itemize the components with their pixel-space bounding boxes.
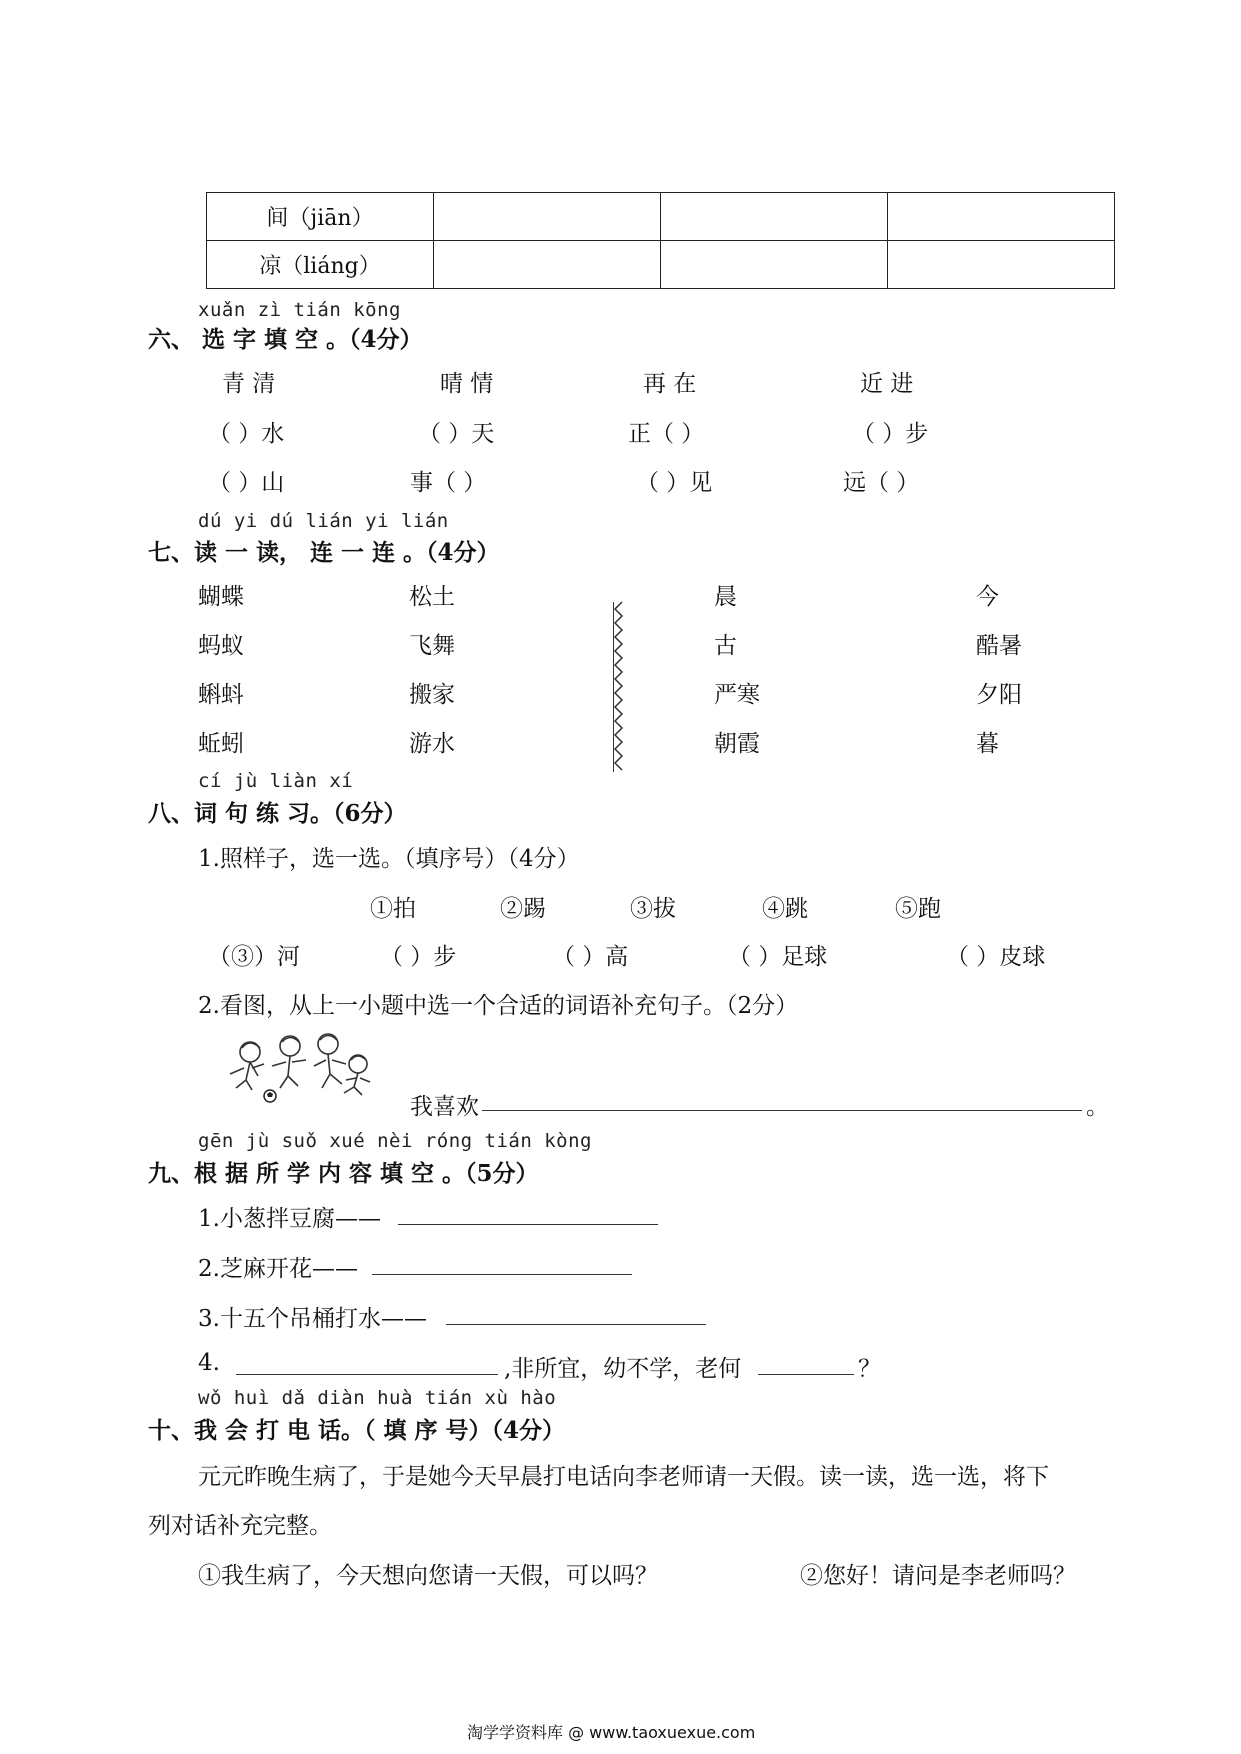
s8-q1: 1.照样子，选一选。（填序号）（4分）	[198, 846, 580, 872]
kids-playing-football-illustration	[222, 1030, 377, 1105]
s8-blank[interactable]: （ ）高	[552, 944, 629, 970]
s9-q4-answer-line-2[interactable]	[758, 1374, 854, 1375]
s10-paragraph-line-1: 元元昨晚生病了，于是她今天早晨打电话向李老师请一天假。读一读，选一选，将下	[198, 1464, 1049, 1490]
s9-q3-answer-line[interactable]	[446, 1324, 706, 1325]
s6-blank[interactable]: （ ）见	[636, 470, 713, 496]
section7-title: 七、读 一 读， 连 一 连 。（4分）	[148, 539, 500, 566]
s9-q4-answer-line-1[interactable]	[236, 1374, 498, 1375]
s7-word[interactable]: 飞舞	[409, 633, 455, 659]
s7-word[interactable]: 游水	[409, 731, 455, 757]
section6-pinyin: xuǎn zì tián kōng	[198, 299, 401, 321]
s6-blank[interactable]: （ ）山	[208, 470, 285, 496]
s6-blank[interactable]: 事（ ）	[410, 470, 487, 496]
section8-pinyin: cí jù liàn xí	[198, 770, 354, 792]
s7-word[interactable]: 蝌蚪	[198, 682, 244, 708]
s7-word[interactable]: 严寒	[714, 682, 760, 708]
s9-q4-end: ？	[858, 1356, 881, 1382]
s7-word[interactable]: 蝴蝶	[198, 584, 244, 610]
table-empty-cell	[888, 193, 1115, 241]
s7-word[interactable]: 暮	[976, 731, 999, 757]
s7-word[interactable]: 古	[714, 633, 737, 659]
s8-blank[interactable]: （ ）足球	[728, 944, 828, 970]
s6-group-2: 晴 情	[440, 371, 494, 397]
s7-word[interactable]: 蚂蚁	[198, 633, 244, 659]
s9-q4-middle: ,非所宜，幼不学，老何	[504, 1356, 742, 1382]
s10-option-2: ②您好！请问是李老师吗？	[800, 1563, 1076, 1589]
s8-option: ④跳	[762, 896, 808, 922]
s8-sentence-start: 我喜欢	[410, 1094, 479, 1120]
section10-title: 十、我 会 打 电 话。（ 填 序 号）（4分）	[148, 1417, 566, 1444]
s7-word[interactable]: 酷暑	[976, 633, 1022, 659]
table-empty-cell	[434, 241, 661, 289]
s6-blank[interactable]: 正（ ）	[628, 421, 705, 447]
s8-sentence-answer-line[interactable]	[482, 1110, 1082, 1111]
s6-blank[interactable]: （ ）步	[852, 421, 929, 447]
s6-blank[interactable]: （ ）天	[418, 421, 495, 447]
table-empty-cell	[434, 193, 661, 241]
s6-group-4: 近 进	[860, 371, 914, 397]
section9-title: 九、根 据 所 学 内 容 填 空 。（5分）	[148, 1160, 539, 1187]
s9-q4-number: 4.	[198, 1350, 220, 1376]
s7-word[interactable]: 今	[976, 584, 999, 610]
s7-word[interactable]: 晨	[714, 584, 737, 610]
section9-pinyin: gēn jù suǒ xué nèi róng tián kòng	[198, 1130, 592, 1152]
section8-title: 八、词 句 练 习。（6分）	[148, 800, 407, 827]
s9-q3: 3.十五个吊桶打水——	[198, 1306, 427, 1332]
footer-watermark: 淘学学资料库 @ www.taoxuexue.com	[467, 1723, 756, 1742]
s7-word[interactable]: 朝霞	[714, 731, 760, 757]
s8-option: ②踢	[500, 896, 546, 922]
s8-blank[interactable]: （③）河	[208, 944, 300, 970]
s9-q2: 2.芝麻开花——	[198, 1256, 358, 1282]
s7-word[interactable]: 搬家	[409, 682, 455, 708]
table-row	[207, 193, 1115, 241]
section6-title: 六、 选 字 填 空 。（4分）	[148, 326, 423, 353]
s6-group-1: 青 清	[222, 371, 276, 397]
s8-option: ⑤跑	[895, 896, 941, 922]
table-row	[207, 241, 1115, 289]
s9-q2-answer-line[interactable]	[372, 1274, 632, 1275]
s7-word[interactable]: 夕阳	[976, 682, 1022, 708]
s8-q2: 2.看图，从上一小题中选一个合适的词语补充句子。（2分）	[198, 993, 799, 1019]
s7-word[interactable]: 松土	[409, 584, 455, 610]
s10-paragraph-line-2: 列对话补充完整。	[148, 1513, 332, 1539]
section10-pinyin: wǒ huì dǎ diàn huà tián xù hào	[198, 1387, 557, 1409]
table-empty-cell	[661, 193, 888, 241]
s8-option: ③拔	[630, 896, 676, 922]
table-empty-cell	[661, 241, 888, 289]
s9-q1-answer-line[interactable]	[398, 1224, 658, 1225]
s8-blank[interactable]: （ ）皮球	[946, 944, 1046, 970]
s9-q1: 1.小葱拌豆腐——	[198, 1206, 381, 1232]
table-label-cell: 凉（liáng）	[207, 241, 434, 289]
s6-blank[interactable]: 远（ ）	[843, 470, 920, 496]
s10-option-1: ①我生病了，今天想向您请一天假，可以吗？	[198, 1563, 658, 1589]
zigzag-divider	[612, 600, 632, 775]
pinyin-word-table	[206, 192, 1115, 289]
s8-sentence-end: 。	[1086, 1094, 1109, 1120]
s8-option: ①拍	[370, 896, 416, 922]
table-label-cell: 间（jiān）	[207, 193, 434, 241]
s6-group-3: 再 在	[643, 371, 697, 397]
s8-blank[interactable]: （ ）步	[380, 944, 457, 970]
table-empty-cell	[888, 241, 1115, 289]
s7-word[interactable]: 蚯蚓	[198, 731, 244, 757]
section7-pinyin: dú yi dú lián yi lián	[198, 510, 449, 532]
s6-blank[interactable]: （ ）水	[208, 421, 285, 447]
